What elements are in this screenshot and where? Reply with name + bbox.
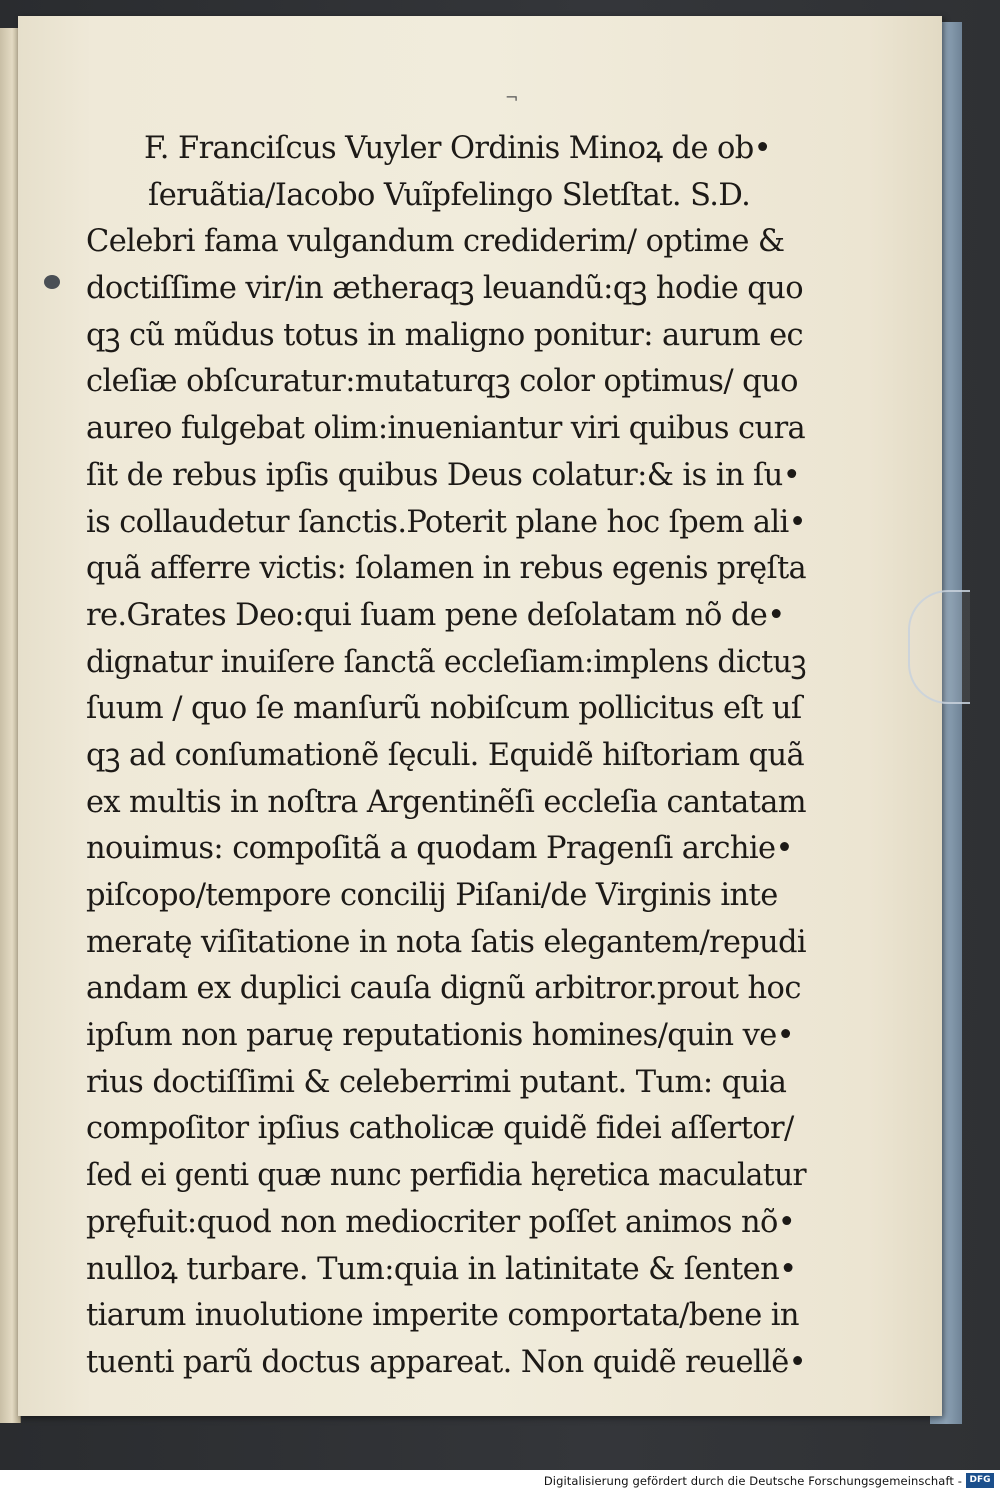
text-line: F. Franciſcus Vuyler Ordinis Minoꝝ de ob• [144,131,772,166]
text-line: tuenti parũ doctus appareat. Non quidẽ reuellẽ• [86,1344,806,1380]
text-line: ſed ei genti quæ nunc perfidia hęretica maculatur [86,1158,806,1194]
text-line: ipſum non paruę reputationis homines/quin ve• [86,1018,795,1054]
text-line: quã afferre victis: ſolamen in rebus egenis pręſta [86,551,806,587]
margin-mark: ¬ [505,88,519,107]
text-line: ſit de rebus ipſis quibus Deus colatur:& is in ſu• [86,457,801,493]
text-line: tiarum inuolutione imperite comportata/bene in [86,1298,799,1334]
printed-text [86,126,806,1387]
text-line: ſeruãtia/Iacobo Vuĩpfelingo Sletſtat. S.D. [148,177,751,213]
text-line: nulloꝝ turbare. Tum:quia in latinitate & ſenten• [86,1251,797,1287]
text-line: Celebri fama vulgandum crediderim/ optime & [86,224,785,260]
text-line: nouimus: compoſitã a quodam Pragenſi archie• [86,831,793,867]
text-line: dignatur inuiſere ſanctã eccleſiam:implens dictuꝫ [86,644,806,680]
text-line: qꝫ cũ mũdus totus in maligno ponitur: aurum ec [86,317,804,353]
text-line: doctiſſime vir/in ætheraqꝫ leuandũ:qꝫ hodie quo [86,271,803,307]
dfg-logo: DFG [966,1473,994,1488]
text-line: meratę viſitatione in nota ſatis elegantem/repudi [86,924,806,960]
text-line: cleſiæ obſcuratur:mutaturqꝫ color optimus/ quo [86,364,798,400]
footer-bar [0,1470,1000,1493]
text-line: compoſitor ipſius catholicæ quidẽ fidei aſſertor/ [86,1111,794,1147]
text-line: qꝫ ad conſumationẽ ſęculi. Equidẽ hiſtoriam quã [86,737,805,773]
text-line: pręfuit:quod non mediocriter poſſet animos nõ• [86,1204,796,1240]
text-line: andam ex duplici cauſa dignũ arbitror.prout hoc [86,971,801,1007]
text-line: ſuum / quo ſe manſurũ nobiſcum pollicitus eſt uſ [86,691,802,727]
text-line: re.Grates Deo:qui ſuam pene deſolatam nõ de• [86,597,785,633]
paper-clip [908,590,970,704]
text-line: piſcopo/tempore concilij Piſani/de Virginis inte [86,878,778,913]
ink-dot [44,275,60,289]
text-line: is collaudetur ſanctis.Poterit plane hoc ſpem ali• [86,504,806,540]
text-line: aureo fulgebat olim:inueniantur viri quibus cura [86,411,806,447]
text-line: ex multis in noſtra Argentinẽſi eccleſia cantatam [86,784,806,820]
funding-credit: Digitalisierung gefördert durch die Deutsche Forschungsgemeinschaft - [543,1474,962,1488]
text-line: rius doctiſſimi & celeberrimi putant. Tum: quia [86,1064,787,1100]
